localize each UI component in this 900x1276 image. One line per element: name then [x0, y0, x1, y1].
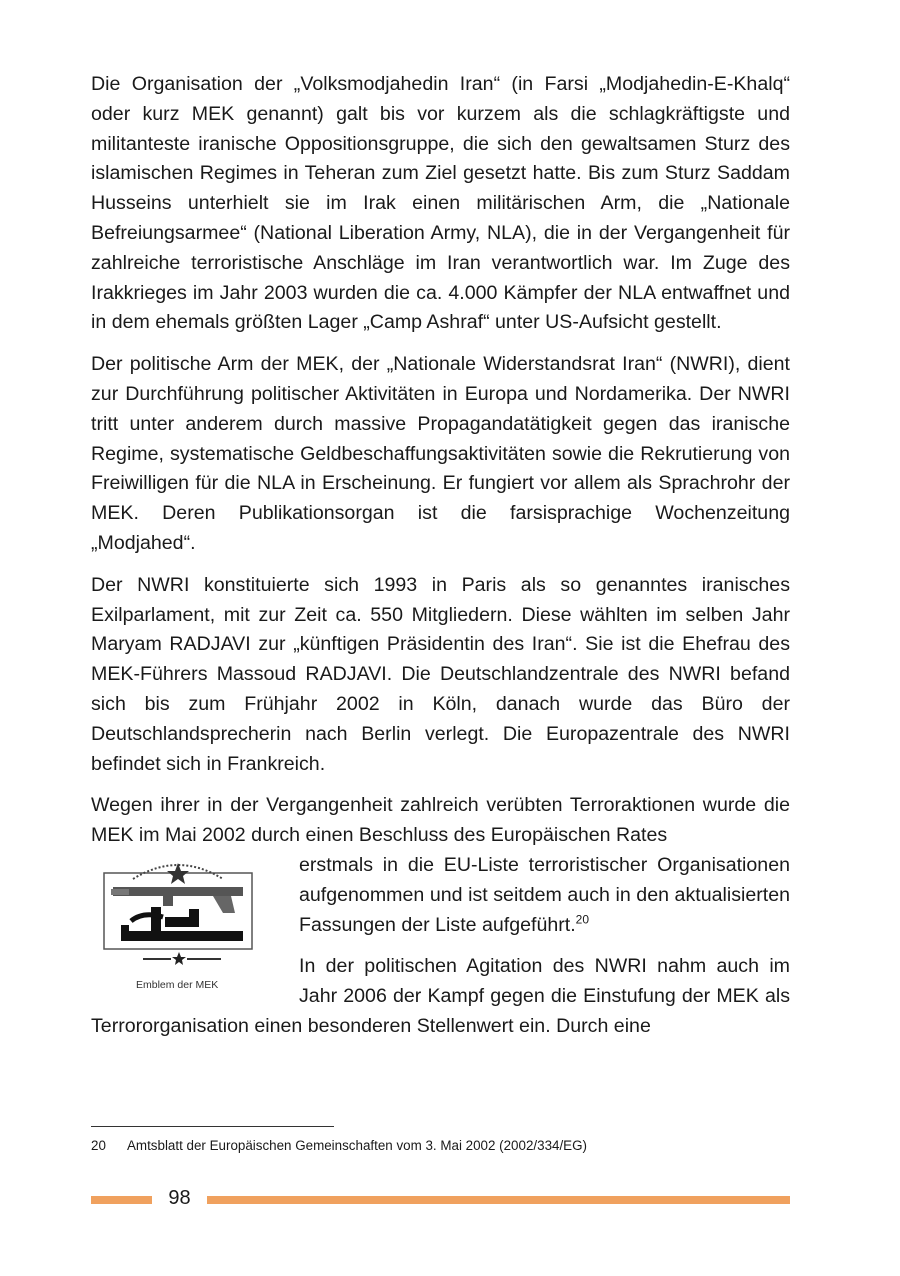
paragraph-political-agitation: In der politischen Agitation des NWRI nahm auch im Jahr 2006 der Kampf gegen die Einstufung der MEK als Terrororganisation einen besonderen Stellenwert ein. Durch eine [91, 955, 790, 1037]
footnote [91, 1138, 791, 1153]
mek-emblem-image [103, 855, 253, 973]
footer-accent-bar-left [91, 1196, 152, 1204]
footer-accent-bar-right [207, 1196, 790, 1204]
paragraph-eu-listing-intro: Wegen ihrer in der Vergangenheit zahlreich verübten Terroraktionen wurde die MEK im Mai 2002 durch einen Beschluss des Europäischen Rates [91, 794, 790, 847]
footnote-text: Amtsblatt der Europäischen Gemeinschaften vom 3. Mai 2002 (2002/334/EG) [127, 1138, 587, 1153]
paragraph-nwri-political-arm: Der politische Arm der MEK, der „Nationale Widerstandsrat Iran“ (NWRI), dient zur Durchführung politischer Aktivitäten in Europa und Nordamerika. Der NWRI tritt unter anderem durch massive Propagandatätigkeit gegen das iranische Regime, systematische Geldbeschaffungsaktivitäten sowie die Rekrutierung von Freiwilligen für die NLA in Erscheinung. Er fungiert vor allem als Sprachrohr der MEK. Deren Publikationsorgan ist die farsisprachige Wochenzeitung „Modjahed“. [91, 353, 790, 554]
emblem-caption: Emblem der MEK [136, 978, 219, 991]
paragraph-mek-organisation: Die Organisation der „Volksmodjahedin Iran“ (in Farsi „Modjahedin-E-Khalq“ oder kurz MEK genannt) galt bis vor kurzem als die schlagkräftigste und militanteste iranische Oppositionsgruppe, die sich den gewaltsamen Sturz des islamischen Regimes in Teheran zum Ziel gesetzt hatte. Bis zum Sturz Saddam Husseins unterhielt sie im Irak einen militärischen Arm, die „Nationale Befreiungsarmee“ (National Liberation Army, NLA), die in der Vergangenheit für zahlreiche terroristische Anschläge im Iran verantwortlich war. Im Zuge des Irakkrieges im Jahr 2003 wurden die ca. 4.000 Kämpfer der NLA entwaffnet und in dem ehemals größten Lager „Camp Ashraf“ unter US-Aufsicht gestellt. [91, 73, 790, 334]
document-page [91, 70, 790, 1054]
mek-emblem-figure [91, 855, 281, 1003]
footnote-divider [91, 1126, 334, 1127]
footnote-number: 20 [91, 1138, 106, 1153]
footnote-reference[interactable]: 20 [575, 911, 590, 926]
page-number: 98 [168, 1187, 191, 1209]
paragraph-nwri-exile-parliament: Der NWRI konstituierte sich 1993 in Paris als so genanntes iranisches Exilparlament, mit zur Zeit ca. 550 Mitgliedern. Diese wählten im selben Jahr Maryam RADJAVI zur „künftigen Präsidentin des Iran“. Sie ist die Ehefrau des MEK-Führers Massoud RADJAVI. Die Deutschlandzentrale des NWRI befand sich bis zum Frühjahr 2002 in Köln, danach wurde das Büro der Deutschlandsprecherin nach Berlin verlegt. Die Europazentrale des NWRI befindet sich in Frankreich. [91, 573, 790, 775]
paragraph-eu-listing-text: erstmals in die EU-Liste terroristischer Organisationen aufgenommen und ist seitdem auch in den aktualisierten Fassungen der Liste aufgeführt. [299, 853, 790, 936]
